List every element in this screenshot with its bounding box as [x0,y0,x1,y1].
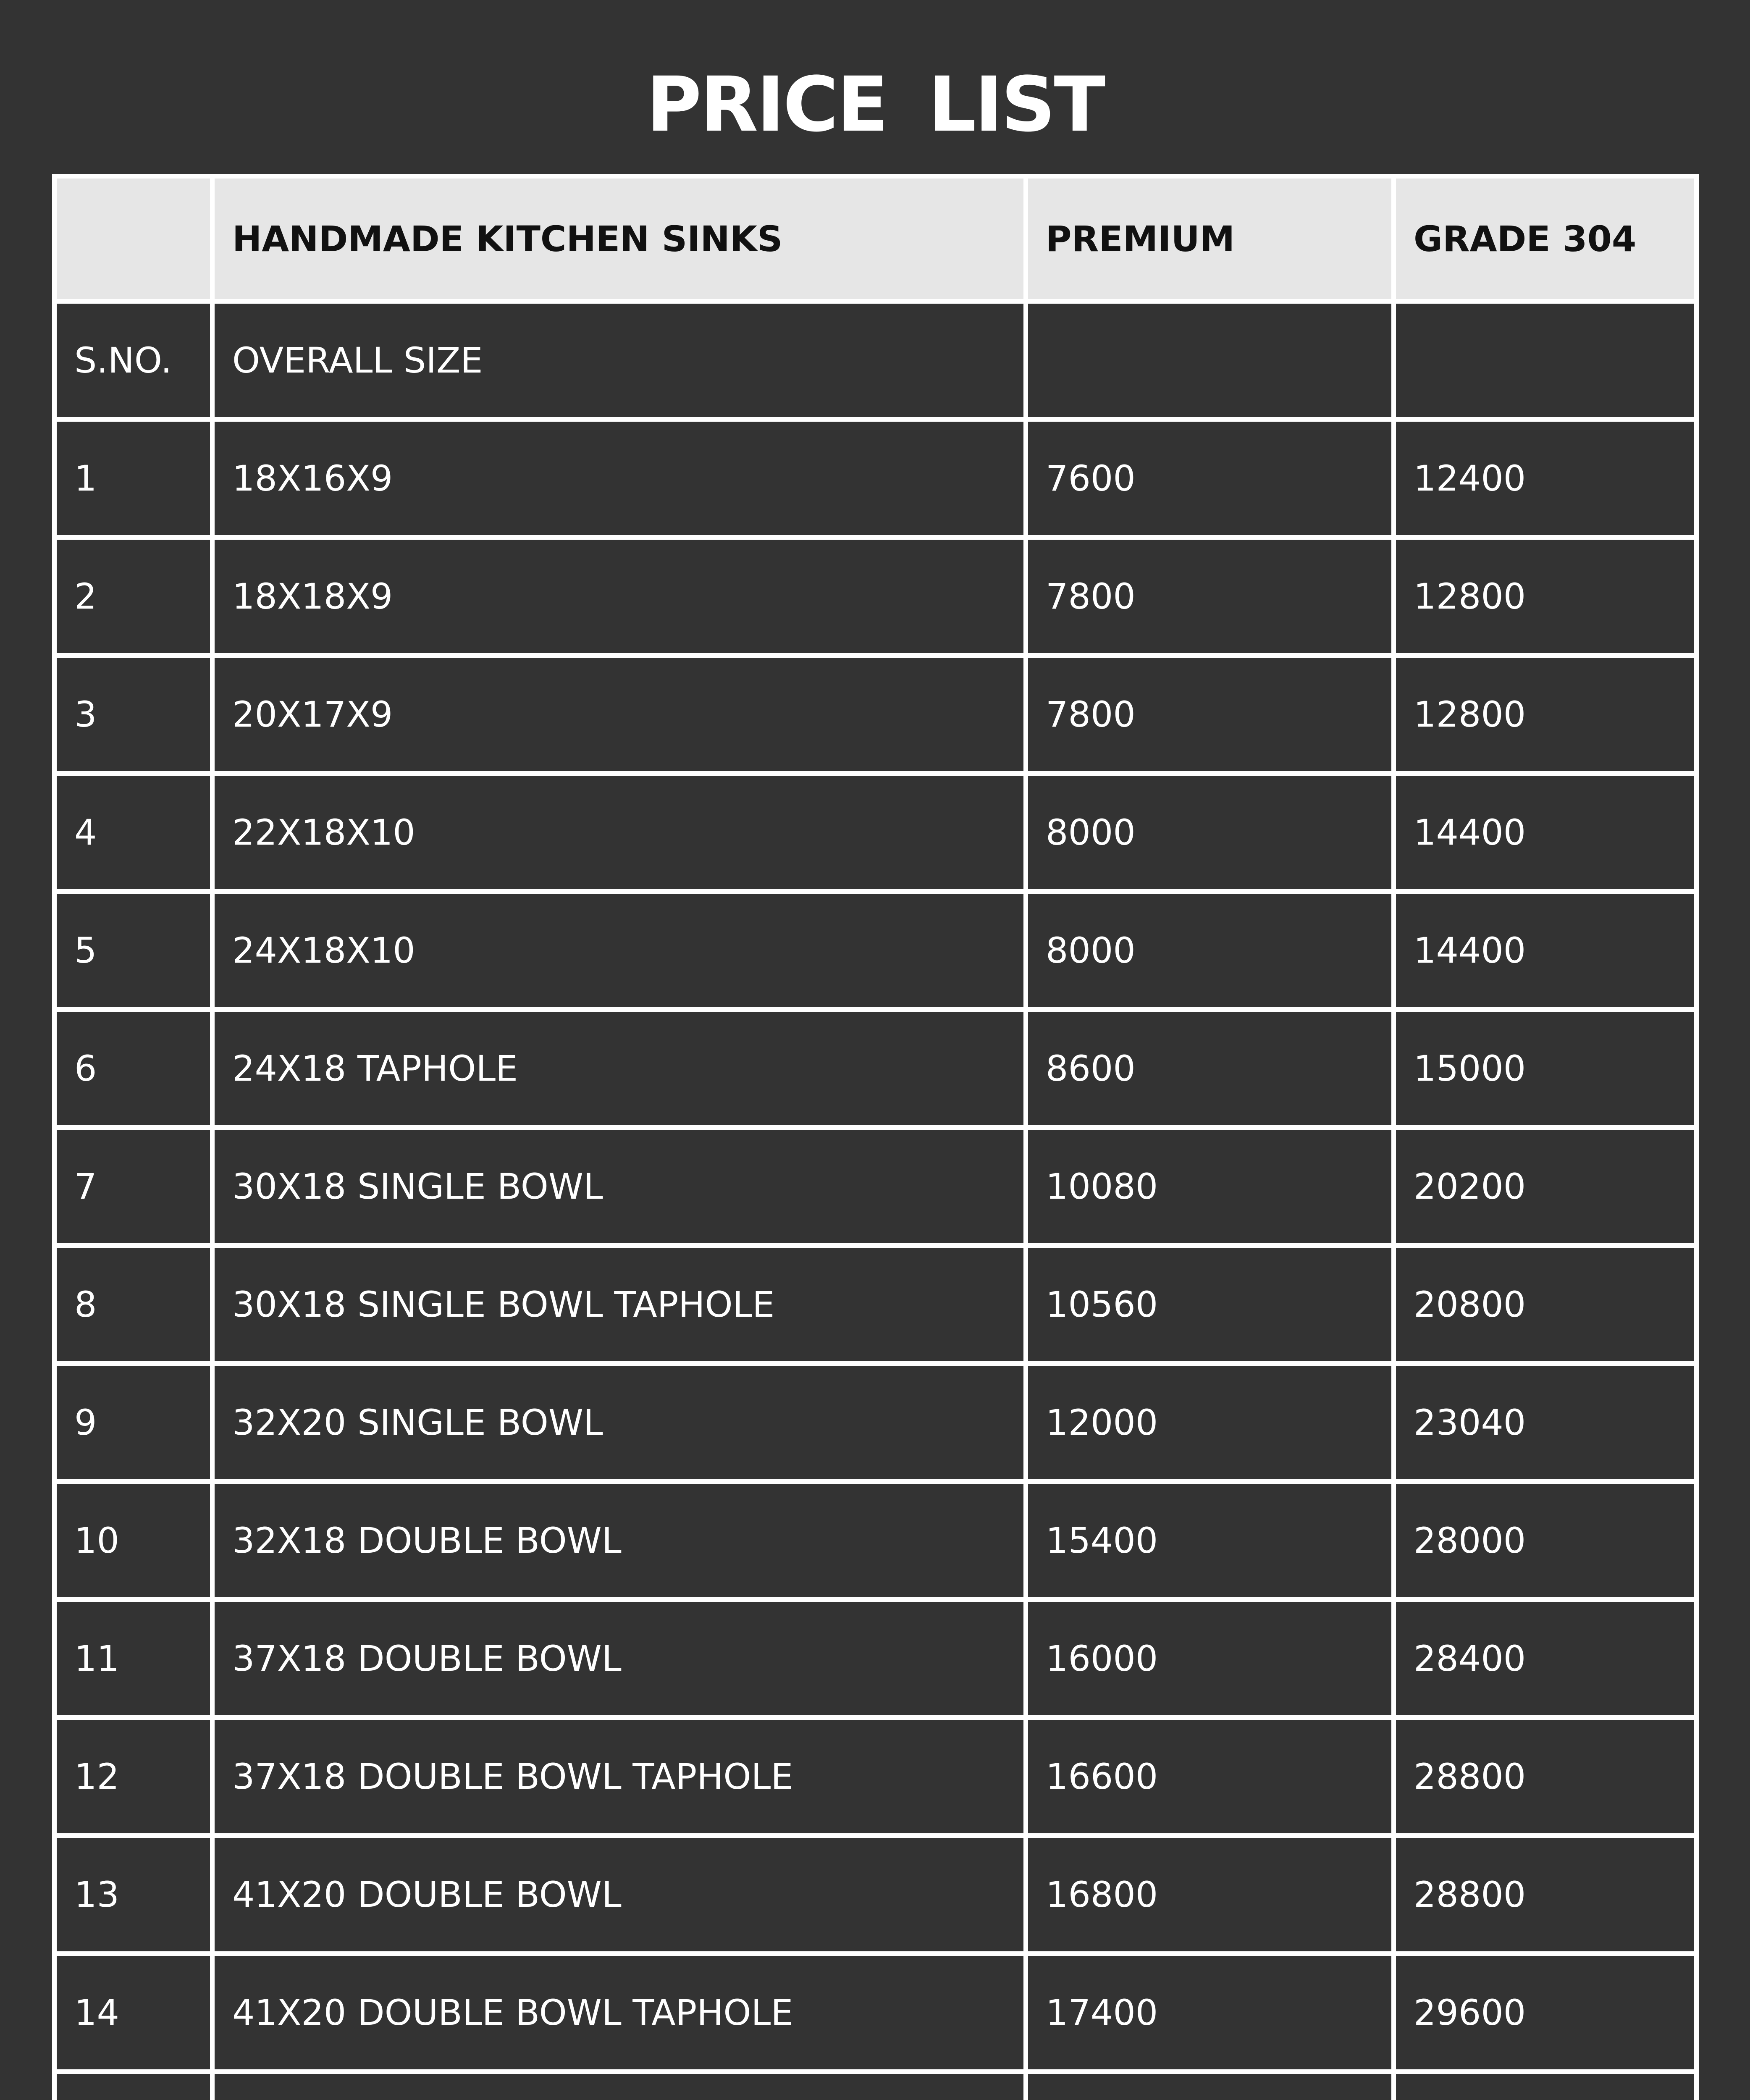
grade-304-price-cell [1394,2072,1697,2100]
premium-price-cell: 10560 [1026,1246,1394,1364]
premium-price-cell: 16000 [1026,1600,1394,1718]
table-row [55,1246,1697,1364]
table-row [55,656,1697,774]
grade-304-price-cell: 12400 [1394,420,1697,538]
grade-304-price-cell: 15000 [1394,1010,1697,1128]
premium-price-cell: 7800 [1026,538,1394,656]
grade-304-price-cell: 28400 [1394,1600,1697,1718]
subheader-cell-blank-grade [1394,302,1697,420]
table-row [55,420,1697,538]
size-cell: 41X20 DOUBLE BOWL [213,1836,1026,1954]
size-cell [213,2072,1026,2100]
size-cell: 37X18 DOUBLE BOWL TAPHOLE [213,1718,1026,1836]
size-cell: 24X18X10 [213,892,1026,1010]
table-row [55,774,1697,892]
subheader-cell-blank-premium [1026,302,1394,420]
size-cell: 32X20 SINGLE BOWL [213,1364,1026,1482]
sno-cell: 9 [55,1364,213,1482]
grade-304-price-cell: 14400 [1394,774,1697,892]
grade-304-price-cell: 14400 [1394,892,1697,1010]
grade-304-price-cell: 29600 [1394,1954,1697,2072]
table-row [55,1836,1697,1954]
size-cell: 22X18X10 [213,774,1026,892]
table-row [55,1364,1697,1482]
header-cell-blank [55,176,213,302]
premium-price-cell: 8000 [1026,892,1394,1010]
table-row [55,1010,1697,1128]
table-row [55,2072,1697,2100]
sno-cell: 10 [55,1482,213,1600]
sno-cell: 14 [55,1954,213,2072]
premium-price-cell: 15400 [1026,1482,1394,1600]
premium-price-cell: 10080 [1026,1128,1394,1246]
size-cell: 18X16X9 [213,420,1026,538]
table-row [55,1954,1697,2072]
table-subheader-row [55,302,1697,420]
sno-cell: 7 [55,1128,213,1246]
grade-304-price-cell: 23040 [1394,1364,1697,1482]
table-row [55,538,1697,656]
sno-cell: 8 [55,1246,213,1364]
sno-cell: 4 [55,774,213,892]
subheader-cell-sno: S.NO. [55,302,213,420]
table-row [55,892,1697,1010]
sno-cell: 11 [55,1600,213,1718]
size-cell: 41X20 DOUBLE BOWL TAPHOLE [213,1954,1026,2072]
table-row [55,1600,1697,1718]
subheader-cell-overall-size: OVERALL SIZE [213,302,1026,420]
premium-price-cell: 8600 [1026,1010,1394,1128]
premium-price-cell: 8000 [1026,774,1394,892]
premium-price-cell: 7800 [1026,656,1394,774]
table-header-row [55,176,1697,302]
header-cell-premium: PREMIUM [1026,176,1394,302]
premium-price-cell: 17400 [1026,1954,1394,2072]
size-cell: 32X18 DOUBLE BOWL [213,1482,1026,1600]
size-cell: 30X18 SINGLE BOWL TAPHOLE [213,1246,1026,1364]
size-cell: 18X18X9 [213,538,1026,656]
size-cell: 30X18 SINGLE BOWL [213,1128,1026,1246]
header-cell-grade-304: GRADE 304 [1394,176,1697,302]
size-cell: 37X18 DOUBLE BOWL [213,1600,1026,1718]
sno-cell: 13 [55,1836,213,1954]
sno-cell: 6 [55,1010,213,1128]
page-title: PRICE LIST [646,61,1104,149]
table-row [55,1718,1697,1836]
sno-cell: 5 [55,892,213,1010]
table-row [55,1128,1697,1246]
sno-cell: 3 [55,656,213,774]
grade-304-price-cell: 28800 [1394,1836,1697,1954]
header-cell-product: HANDMADE KITCHEN SINKS [213,176,1026,302]
premium-price-cell [1026,2072,1394,2100]
grade-304-price-cell: 20200 [1394,1128,1697,1246]
grade-304-price-cell: 28000 [1394,1482,1697,1600]
premium-price-cell: 12000 [1026,1364,1394,1482]
sno-cell [55,2072,213,2100]
sno-cell: 2 [55,538,213,656]
premium-price-cell: 7600 [1026,420,1394,538]
sno-cell: 1 [55,420,213,538]
premium-price-cell: 16600 [1026,1718,1394,1836]
grade-304-price-cell: 12800 [1394,656,1697,774]
grade-304-price-cell: 28800 [1394,1718,1697,1836]
price-table [52,174,1699,2100]
grade-304-price-cell: 12800 [1394,538,1697,656]
grade-304-price-cell: 20800 [1394,1246,1697,1364]
size-cell: 20X17X9 [213,656,1026,774]
table-row [55,1482,1697,1600]
sno-cell: 12 [55,1718,213,1836]
premium-price-cell: 16800 [1026,1836,1394,1954]
size-cell: 24X18 TAPHOLE [213,1010,1026,1128]
